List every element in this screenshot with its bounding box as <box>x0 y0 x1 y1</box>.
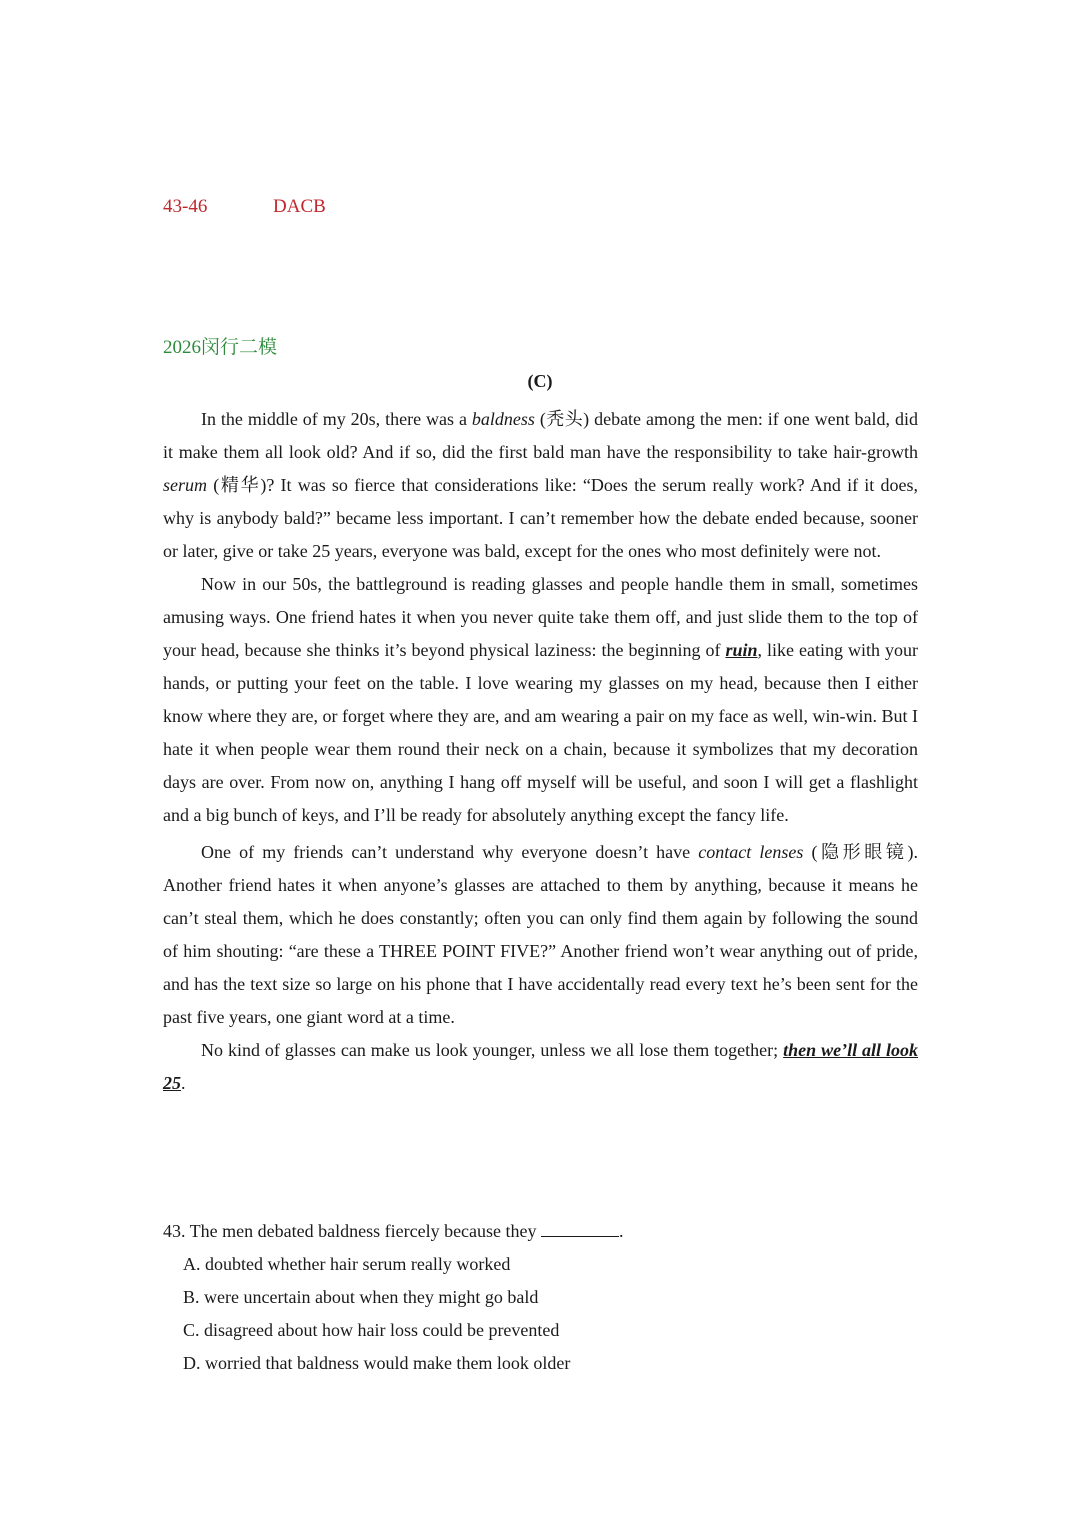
paragraph-3 <box>163 836 918 1034</box>
answer-key-answers: DACB <box>273 196 326 217</box>
stem-text: 43. The men debated baldness fiercely because they <box>163 1221 537 1241</box>
answer-key-range: 43-46 <box>163 196 208 217</box>
text-run: (隐形眼镜). Another friend hates it when anyone’s glasses are attached to them by anything, because it means he can’t steal them, which he does constantly; often you can only find them again by following the sound of him shouting: “are these a THREE POINT FIVE?” Another friend won’t wear anything out of pride, and has the text size so large on his phone that I have accidentally read every text he’s been sent for the past five years, one giant word at a time. <box>163 842 918 1027</box>
text-run: (精华)? It was so fierce that considerations like: “Does the serum really work? And if it does, why is anybody bald?” became less important. I can’t remember how the debate ended because, sooner or later, give or take 25 years, everyone was bald, except for the ones who most definitely were not. <box>163 475 918 561</box>
highlight-look-25: then we’ll all look 25 <box>163 1040 919 1093</box>
term-serum: serum <box>163 475 207 495</box>
passage-title: (C) <box>527 371 553 391</box>
text-run: . <box>181 1073 186 1093</box>
text-run: , like eating with your hands, or putting your feet on the table. I love wearing my glasses on my head, because then I either know where they are, or forget where they are, and am wearing a pair on my face as well, win-win. But I hate it when people wear them round their neck on a chain, because it symbolizes that my decoration days are over. From now on, anything I hang off myself will be useful, and soon I will get a flashlight and a big bunch of keys, and I’ll be ready for absolutely anything except the fancy life. <box>163 640 918 825</box>
option-b: B. were uncertain about when they might go bald <box>183 1287 539 1307</box>
highlight-ruin: ruin <box>725 640 758 660</box>
option-a: A. doubted whether hair serum really worked <box>183 1254 511 1274</box>
text-run: Now in our 50s, the battleground is reading glasses and people handle them in small, sometimes amusing ways. One friend hates it when you never quite take them off, and just slide them to the top of your head, because she thinks it’s beyond physical laziness: the beginning of <box>163 574 918 660</box>
answer-blank <box>541 1218 619 1237</box>
stem-end: . <box>619 1221 624 1241</box>
term-contact-lenses: contact lenses <box>698 842 804 862</box>
text-run: One of my friends can’t understand why everyone doesn’t have <box>201 842 699 862</box>
option-d: D. worried that baldness would make them look older <box>183 1353 571 1373</box>
text-run: No kind of glasses can make us look younger, unless we all lose them together; <box>201 1040 784 1060</box>
paragraph-1 <box>163 403 918 568</box>
answer-key <box>163 196 326 218</box>
question-stem <box>163 1215 624 1248</box>
paragraph-2 <box>163 568 918 832</box>
text-run: (秃头) debate among the men: if one went bald, did it make them all look old? And if so, did the first bald man have the responsibility to take hair-growth <box>163 409 918 462</box>
question-43 <box>163 1215 624 1380</box>
text-run: In the middle of my 20s, there was a <box>201 409 472 429</box>
paragraph-4 <box>163 1034 918 1100</box>
option-c: C. disagreed about how hair loss could be prevented <box>183 1320 560 1340</box>
term-baldness: baldness <box>471 409 535 429</box>
passage <box>163 403 918 1100</box>
exam-source: 2026闵行二模 <box>163 337 278 358</box>
